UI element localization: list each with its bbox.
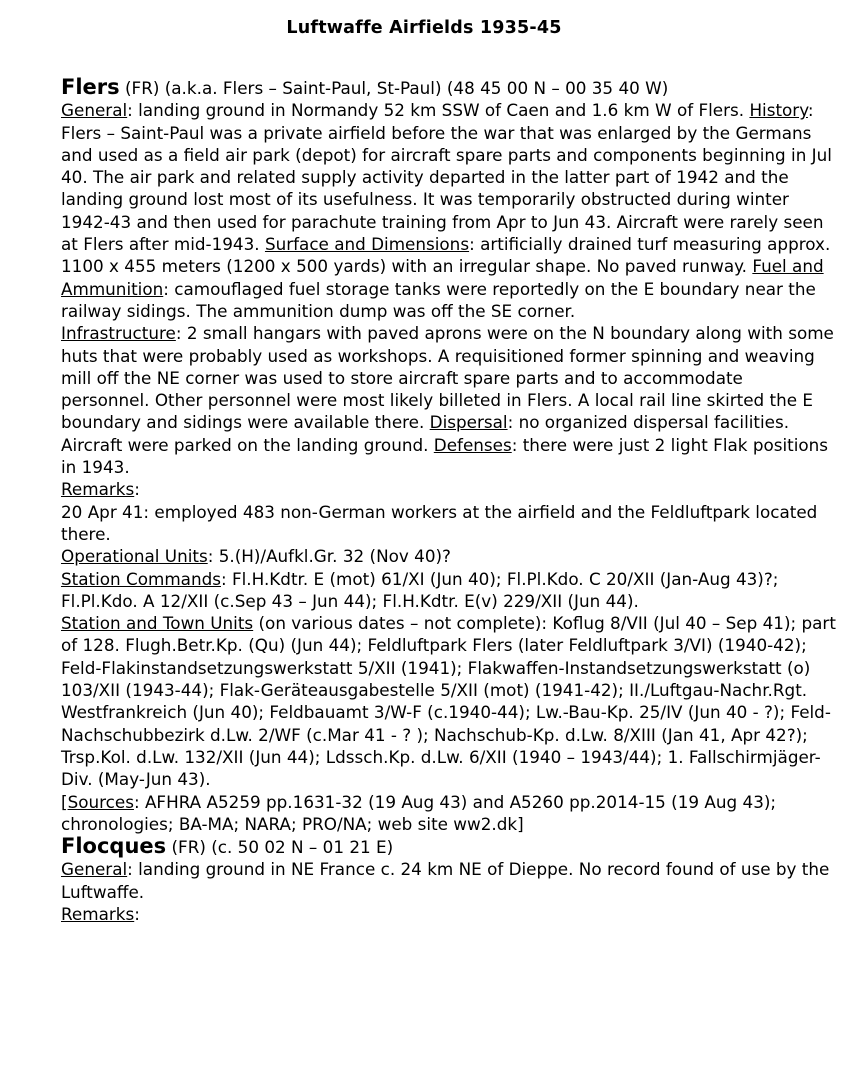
document-body xyxy=(61,76,836,925)
sources xyxy=(61,791,836,836)
section-label: Surface and Dimensions xyxy=(264,234,470,255)
section-text: : there were just 2 light Flak positions in 1943. xyxy=(61,434,829,478)
page-title: Luftwaffe Airfields 1935-45 xyxy=(286,18,562,38)
section-text: : landing ground in Normandy 52 km SSW of Caen and 1.6 km W of Flers. xyxy=(127,100,750,121)
entry-paragraph-flers xyxy=(61,99,836,478)
section-label: Fuel and Ammunition xyxy=(61,256,824,299)
remarks-colon: : xyxy=(134,903,140,924)
section-label: Remarks xyxy=(61,479,135,500)
station-commands xyxy=(61,568,836,613)
entry-header-details: (FR) (a.k.a. Flers – Saint-Paul, St-Paul) (48 45 00 N – 00 35 40 W) xyxy=(119,78,669,98)
section-text: : no organized dispersal facilities. Aircraft were parked on the landing ground. xyxy=(61,412,790,455)
section-label: History xyxy=(749,100,808,121)
remarks-text: 20 Apr 41: employed 483 non-German workers at the airfield and the Feldluftpark located there. xyxy=(61,501,818,544)
section-text: : Flers – Saint-Paul was a private airfield before the war that was enlarged by the Germans and used as a field air park (depot) for aircraft spare parts and components beginning in Jul 40. The air park and related supply activity departed in the latter part of 1942 and the landing ground lost most of its usefulness. It was temporarily obstructed during winter 1942-43 and then used for parachute training from Apr to Jun 43. Aircraft were rarely seen at Flers after mid-1943. xyxy=(61,100,832,255)
entry-header-details: (FR) (c. 50 02 N – 01 21 E) xyxy=(166,837,394,858)
section-text: : Fl.H.Kdtr. E (mot) 61/XI (Jun 40); Fl.Pl.Kdo. C 20/XII (Jan-Aug 43)?; Fl.Pl.Kdo. A 12/XII (c.Sep 43 – Jun 44); Fl.H.Kdtr. E(v) 229/XII (Jun 44). xyxy=(61,568,779,611)
section-label: Station and Town Units xyxy=(61,613,254,634)
remarks-heading xyxy=(61,903,836,925)
entry-header-flocques xyxy=(61,835,836,858)
section-label: Defenses xyxy=(433,434,512,455)
section-label: Remarks xyxy=(61,903,135,924)
section-label: Dispersal xyxy=(429,412,508,433)
entry-header-flers xyxy=(61,76,836,99)
section-label: Sources xyxy=(67,791,134,812)
section-label: General xyxy=(61,100,128,121)
section-text: : camouflaged fuel storage tanks were reportedly on the E boundary near the railway sidings. The ammunition dump was off the SE corner. xyxy=(61,278,816,321)
sources-bracket: [ xyxy=(61,791,68,812)
remarks-colon: : xyxy=(134,479,140,500)
section-label: Infrastructure xyxy=(61,323,176,344)
entry-name: Flers xyxy=(61,75,120,99)
section-text: : artificially drained turf measuring approx. 1100 x 455 meters (1200 x 500 yards) with an irregular shape. No paved runway. xyxy=(61,234,831,277)
section-text: (on various dates – not complete): Koflug 8/VII (Jul 40 – Sep 41); part of 128. Flugh.Betr.Kp. (Qu) (Jun 44); Feldluftpark Flers (later Feldluftpark 3/VI) (1940-42); Feld-Flakinstandsetzungswerkstatt 5/XII (1941); Flakwaffen-Instandsetzungswerkstatt (o) 103/XII (1943-44); Flak-Geräteausgabestelle 5/XII (mot) (1941-42); II./Luftgau-Nachr.Rgt. Westfrankreich (Jun 40); Feldbauamt 3/W-F (c.1940-44); Lw.-Bau-Kp. 25/IV (Jun 40 - ?); Feld-Nachschubbezirk d.Lw. 2/WF (c.Mar 41 - ? ); Nachschub-Kp. d.Lw. 8/XIII (Jan 41, Apr 42?); Trsp.Kol. d.Lw. 132/XII (Jun 44); Ldssch.Kp. d.Lw. 6/XII (1940 – 1943/44); 1. Fallschirmjäger-Div. (May-Jun 43). xyxy=(61,613,836,790)
section-label: General xyxy=(61,859,128,880)
section-text: : 5.(H)/Aufkl.Gr. 32 (Nov 40)? xyxy=(207,546,451,567)
section-text: : AFHRA A5259 pp.1631-32 (19 Aug 43) and A5260 pp.2014-15 (19 Aug 43); chronologies; BA-MA; NARA; PRO/NA; web site ww2.dk] xyxy=(61,791,777,834)
section-label: Station Commands xyxy=(61,568,221,589)
station-town-units xyxy=(61,612,836,790)
entry-name: Flocques xyxy=(61,834,167,859)
section-text: : 2 small hangars with paved aprons were on the N boundary along with some huts that were probably used as workshops. A requisitioned former spinning and weaving mill off the NE corner was used to store aircraft spare parts and to accommodate personnel. Other personnel were most likely billeted in Flers. A local rail line skirted the E boundary and sidings were available there. xyxy=(61,323,834,433)
entry-paragraph-flocques xyxy=(61,858,836,903)
section-text: : landing ground in NE France c. 24 km NE of Dieppe. No record found of use by the Luftwaffe. xyxy=(61,859,830,902)
operational-units xyxy=(61,545,836,567)
section-label: Operational Units xyxy=(61,546,208,567)
remarks-heading xyxy=(61,478,836,500)
